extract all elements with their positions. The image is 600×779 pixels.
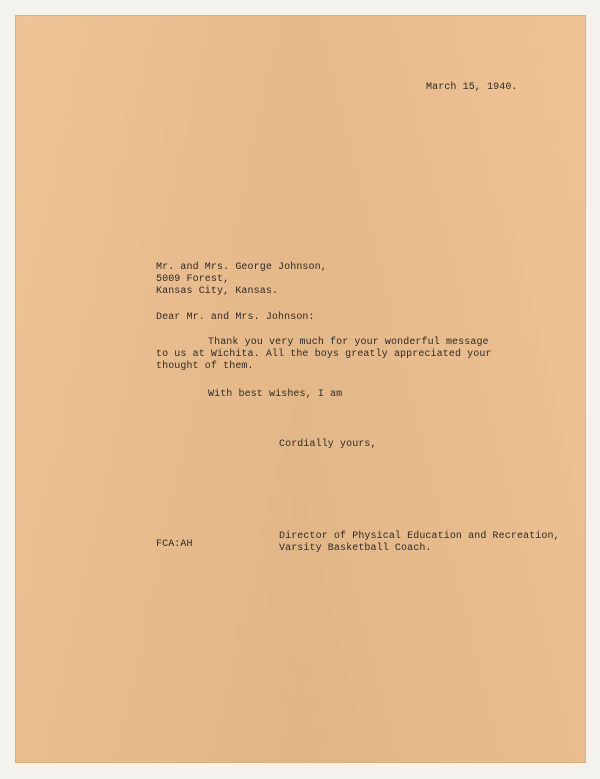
complimentary-close: Cordially yours, <box>279 439 377 450</box>
letter-date: March 15, 1940. <box>426 82 518 93</box>
salutation: Dear Mr. and Mrs. Johnson: <box>156 312 315 323</box>
recipient-line: Mr. and Mrs. George Johnson, <box>156 262 327 273</box>
letter-sheet <box>15 15 586 763</box>
signature-line: Director of Physical Education and Recreation, <box>279 531 560 542</box>
recipient-line: Kansas City, Kansas. <box>156 286 279 297</box>
closing-line: With best wishes, I am <box>208 389 343 400</box>
recipient-line: 5009 Forest, <box>156 274 230 285</box>
body-line-text: Thank you very much for your wonderful message <box>208 337 489 348</box>
signature-line: Varsity Basketball Coach. <box>279 543 432 554</box>
body-line: thought of them. <box>156 361 254 372</box>
letter-body <box>156 337 492 373</box>
body-line: to us at Wichita. All the boys greatly appreciated your <box>156 349 492 360</box>
recipient-address <box>156 262 327 298</box>
signature-block <box>279 531 560 555</box>
body-line <box>156 337 492 349</box>
reference-initials: FCA:AH <box>156 539 193 550</box>
